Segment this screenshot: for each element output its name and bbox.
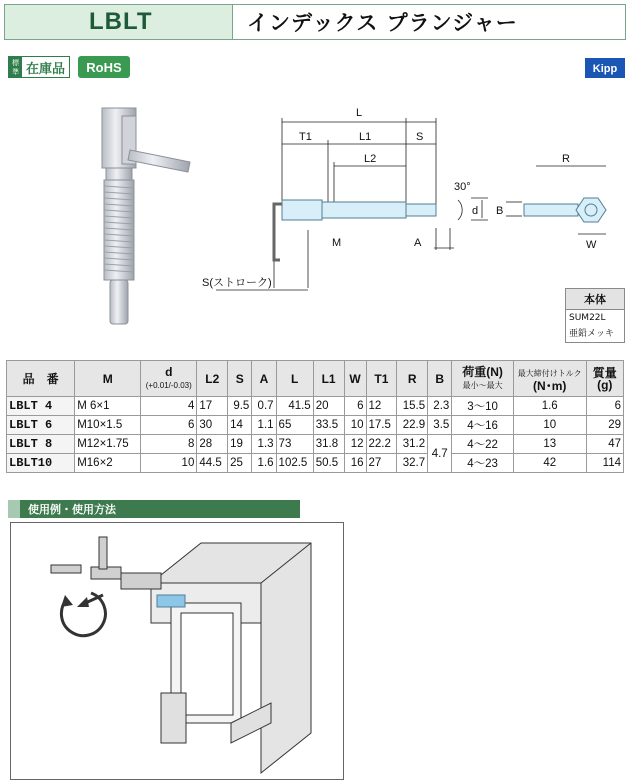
cell-mass: 114	[586, 454, 623, 473]
cell-part: LBLT10	[7, 454, 75, 473]
cell-torque: 1.6	[513, 397, 586, 416]
cell-L1: 33.5	[313, 416, 344, 435]
brand-logo	[585, 58, 625, 78]
cell-L1: 20	[313, 397, 344, 416]
dim-T1: T1	[299, 131, 312, 143]
cell-S: 19	[228, 435, 252, 454]
cell-part: LBLT 6	[7, 416, 75, 435]
cell-W: 6	[344, 397, 366, 416]
cell-torque: 10	[513, 416, 586, 435]
rohs-badge: RoHS	[78, 56, 130, 78]
dim-A: A	[414, 237, 422, 249]
cell-R: 31.2	[397, 435, 428, 454]
cell-W: 16	[344, 454, 366, 473]
cell-d: 10	[141, 454, 197, 473]
cell-T1: 27	[366, 454, 397, 473]
header-bar	[4, 4, 626, 40]
dim-stroke: S(ストローク)	[202, 277, 272, 289]
table-row	[7, 416, 624, 435]
col-load: 荷重(N) 最小～最大	[452, 361, 514, 397]
dim-M: M	[332, 237, 342, 249]
cell-load: 4～16	[452, 416, 514, 435]
product-photo	[80, 98, 200, 330]
stock-badge	[8, 56, 70, 78]
col-A: A	[252, 361, 276, 397]
col-d: d (+0.01/-0.03)	[141, 361, 197, 397]
cell-S: 25	[228, 454, 252, 473]
pull-arrow-icon	[77, 597, 89, 607]
cell-part: LBLT 8	[7, 435, 75, 454]
cell-M: M16×2	[75, 454, 141, 473]
cell-torque: 42	[513, 454, 586, 473]
cell-L: 65	[276, 416, 313, 435]
cell-M: M 6×1	[75, 397, 141, 416]
dim-R: R	[562, 153, 570, 165]
col-T1: T1	[366, 361, 397, 397]
cell-A: 1.6	[252, 454, 276, 473]
cell-B-merged: 4.7	[428, 435, 452, 473]
brand-text: Kipp	[592, 63, 618, 75]
cell-W: 10	[344, 416, 366, 435]
cell-A: 1.3	[252, 435, 276, 454]
cell-mass: 29	[586, 416, 623, 435]
material-box	[565, 288, 625, 343]
table-row	[7, 435, 624, 454]
col-W: W	[344, 361, 366, 397]
cell-S: 9.5	[228, 397, 252, 416]
cell-R: 15.5	[397, 397, 428, 416]
cell-R: 22.9	[397, 416, 428, 435]
col-L2: L2	[197, 361, 228, 397]
dim-L: L	[356, 107, 363, 119]
cell-A: 0.7	[252, 397, 276, 416]
cell-R: 32.7	[397, 454, 428, 473]
cell-B: 3.5	[428, 416, 452, 435]
usage-section-title: 使用例・使用方法	[8, 500, 300, 518]
cell-d: 4	[141, 397, 197, 416]
cell-T1: 22.2	[366, 435, 397, 454]
dimension-drawing	[196, 100, 616, 300]
cell-W: 12	[344, 435, 366, 454]
col-L: L	[276, 361, 313, 397]
cell-L2: 17	[197, 397, 228, 416]
cell-L1: 50.5	[313, 454, 344, 473]
cell-A: 1.1	[252, 416, 276, 435]
kipp-logo-icon	[585, 58, 625, 78]
cell-M: M10×1.5	[75, 416, 141, 435]
col-mass: 質量 (g)	[586, 361, 623, 397]
cell-L2: 30	[197, 416, 228, 435]
col-M: M	[75, 361, 141, 397]
material-header: 本体	[566, 289, 624, 310]
cell-L: 41.5	[276, 397, 313, 416]
cell-M: M12×1.75	[75, 435, 141, 454]
cell-L2: 28	[197, 435, 228, 454]
cell-d: 6	[141, 416, 197, 435]
usage-drawing	[11, 523, 343, 779]
col-S: S	[228, 361, 252, 397]
dim-S: S	[416, 131, 424, 143]
cell-torque: 13	[513, 435, 586, 454]
rotate-arrow-icon	[61, 595, 73, 607]
cell-B: 2.3	[428, 397, 452, 416]
usage-illustration	[10, 522, 344, 780]
col-B: B	[428, 361, 452, 397]
stock-label: 在庫品	[22, 57, 69, 77]
cell-S: 14	[228, 416, 252, 435]
col-part: 品 番	[7, 361, 75, 397]
table-header-row	[7, 361, 624, 397]
cell-load: 4～23	[452, 454, 514, 473]
standard-label: 標準	[9, 57, 22, 77]
material-line-2: 亜鉛メッキ	[569, 329, 615, 339]
dim-L1: L1	[359, 131, 372, 143]
cell-load: 3～10	[452, 397, 514, 416]
dim-B: B	[496, 205, 504, 217]
cell-part: LBLT 4	[7, 397, 75, 416]
spec-table	[6, 360, 624, 473]
table-row	[7, 454, 624, 473]
cell-load: 4～22	[452, 435, 514, 454]
cell-L2: 44.5	[197, 454, 228, 473]
product-code: LBLT	[5, 5, 233, 39]
cell-L: 73	[276, 435, 313, 454]
dim-d: d	[472, 205, 479, 217]
cell-mass: 6	[586, 397, 623, 416]
cell-T1: 17.5	[366, 416, 397, 435]
dim-L2: L2	[364, 153, 377, 165]
cell-L: 102.5	[276, 454, 313, 473]
col-R: R	[397, 361, 428, 397]
product-title: インデックス プランジャー	[233, 5, 625, 39]
cell-T1: 12	[366, 397, 397, 416]
material-line-1: SUM22L	[569, 313, 606, 323]
col-torque: 最大締付けトルク (N･m)	[513, 361, 586, 397]
table-row	[7, 397, 624, 416]
col-L1: L1	[313, 361, 344, 397]
dim-W: W	[586, 239, 597, 251]
cell-d: 8	[141, 435, 197, 454]
cell-mass: 47	[586, 435, 623, 454]
dim-angle: 30°	[454, 181, 471, 193]
cell-L1: 31.8	[313, 435, 344, 454]
